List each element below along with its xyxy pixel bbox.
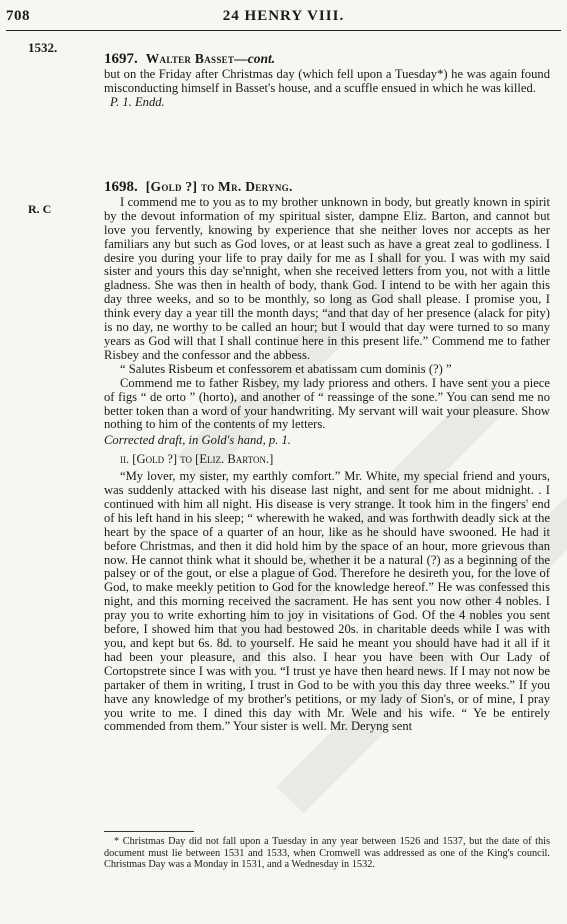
endorsement: P. 1. Endd. bbox=[110, 94, 165, 109]
entry-continued: —cont. bbox=[234, 51, 276, 66]
running-title: 24 HENRY VIII. bbox=[222, 8, 345, 24]
entry-heading bbox=[104, 52, 550, 67]
entry-number: 1698. bbox=[104, 179, 138, 195]
letter-paragraph-1: I commend me to you as to my brother unknown in body, but greatly known in spirit by the devout information of my spiritual sister, dampne Eliz. Barton, and cannot but love you fervently, knowing by experience that she neither loves nor accepts as her familiars any but such as God loves, or at least such as have a great zeal to godliness. I desire you during your life to pray daily for me as I shall for you. I was with my said sister and yours this day se'nnight, when she received letters from you, not with a little gladness. She was then in health of body, thank God. I intend to be with her again this day three weeks, and so to be monthly, so long as God shall please. I promise you, I think every day a year till the month days; “and that day of her presence (alack for pity) is no day, ne worthy to be called an hour; but I would that day were turned to so many years as God will that I shall continue here in this present life.” Commend me to father Risbey and the confessor and the abbess. bbox=[104, 194, 550, 362]
draft-note: Corrected draft, in Gold's hand, p. 1. bbox=[104, 433, 291, 448]
entry-title: [Gold ?] to Mr. Deryng. bbox=[145, 179, 293, 194]
page-number: 708 bbox=[6, 8, 30, 24]
footnote-text: * Christmas Day did not fall upon a Tuesday in any year between 1526 and 1537, but the date of this document must lie between 1531 and 1533, when Cromwell was addressed as one of the King's council. Christmas Day was a Monday in 1531, and a Wednesday in 1532. bbox=[104, 836, 550, 871]
letter-paragraph-3: “My lover, my sister, my earthly comfort.” Mr. White, my special friend and yours, was suddenly attacked with his disease last night, and sent for me about midnight. . I continued with him all night. His disease is very strange. It took him in the fingers' end of his left hand in his sleep; “ wherewith he waked, and was forthwith deadly sick at the heart by the space of a quarter of an hour, like as he should have swooned. He had it before Christmas, and then it did hold him by the space of an hour, more grievous than now. He cannot think what it should be, whether it be a natural (?) as a beginning of the palsey or of the gout, or else a plague of God. Therefore he desireth you, for the love of God, to make meekly petition to God for the knowledge hereof.” He was confessed this night, and this morning received the sacrament. He has sent you now other 4 nobles. I pray you to write exhorting him to joy in visitations of God. Of the 4 nobles you sent before, I showed him that you had bestowed 20s. in charitable deeds while I was with you, and kept but 6s. 8d. to yourself. He said he meant you should have had it all if it had been your pleasure, and this also. I hear you have been with Our Lady of Cortopstrete since I was with you. “I trust ye have then heard news. If I may not now be partaker of them in writing, I trust in God to be with you this day three weeks.” If you have any knowledge of my brother's petitions, or my lady of Sion's, or of mine, I pray you write to me. I dined this day with Mr. Wele and his wife. “ Ye be entirely commended from them.” Your sister is well. Mr. Deryng sent bbox=[104, 469, 550, 734]
footnote-rule bbox=[104, 831, 194, 832]
margin-label: R. C bbox=[28, 202, 52, 216]
letter-paragraph-2: Commend me to father Risbey, my lady prioress and others. I have sent you a piece of figs “ de orto ” (horto), and another of “ reassinge of the sone.” You can send me no better token than a word of your handwriting. My servant will wait your pleasure. Show nothing to him of the contents of my letters. bbox=[104, 375, 550, 432]
entry-heading bbox=[104, 180, 550, 195]
year-label: 1532. bbox=[28, 40, 58, 55]
entry-1697 bbox=[104, 52, 550, 110]
entry-1698 bbox=[104, 180, 550, 734]
footnote bbox=[104, 836, 550, 871]
header-rule bbox=[6, 30, 561, 31]
page-header bbox=[0, 6, 567, 30]
latin-quotation: “ Salutes Risbeum et confessorem et abatissam cum dominis (?) ” bbox=[120, 361, 452, 376]
sub-heading: ii. [Gold ?] to [Eliz. Barton.] bbox=[120, 452, 274, 467]
entry-paragraph: but on the Friday after Christmas day (which fell upon a Tuesday*) he was again found misconducting himself in Basset's house, and a scuffle ensued in which he was killed. bbox=[104, 66, 550, 95]
entry-name: Walter Basset bbox=[145, 51, 235, 66]
entry-number: 1697. bbox=[104, 51, 138, 67]
